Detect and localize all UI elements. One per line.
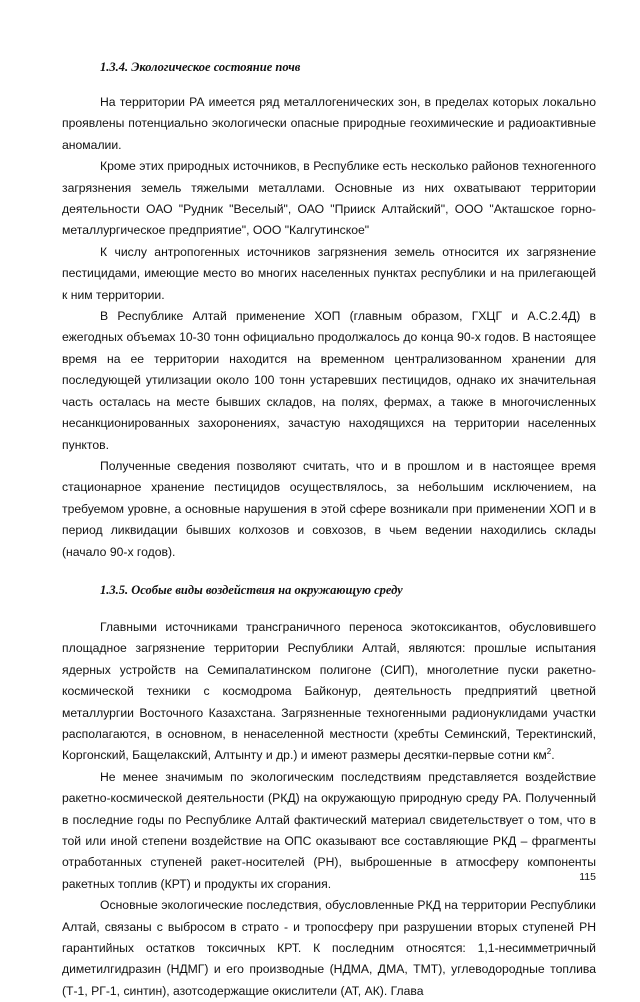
paragraph: Не менее значимым по экологическим последствиям представляется воздействие ракетно-космической деятельности (РКД) на окружающую природную среду РА. Полученный в последние годы по Республике Алтай фактический материал свидетельствует о том, что в той или иной степени воздействие на ОПС оказывают все составляющие РКД – фрагменты отработанных ступеней ракет-носителей (РН), выброшенные в атмосферу компоненты ракетных топлив (КРТ) и продукты их сгорания. bbox=[62, 769, 596, 891]
document-page bbox=[62, 58, 596, 1002]
paragraph: Основные экологические последствия, обусловленные РКД на территории Республики Алтай, связаны с выбросом в страто - и тропосферу при разрушении вторых ступеней РН гарантийных остатков токсичных КРТ. К последним относятся: 1,1-несимметричный диметилгидразин (НДМГ) и его производные (НДМА, ДМА, ТМТ), углеводородные топлива (Т-1, РГ-1, синтин), азотсодержащие окислители (АТ, АК). Глава bbox=[62, 898, 596, 998]
section-heading-special-impacts: 1.3.5. Особые виды воздействия на окружающую среду bbox=[100, 582, 403, 597]
paragraph-text: Главными источниками трансграничного переноса экотоксикантов, обусловившего площадное загрязнение территории Республики Алтай, являются: прошлые испытания ядерных устройств на Семипалатинском полигоне (СИП), многолетние пуски ракетно-космической техники с космодрома Байконур, деятельность предприятий цветной металлургии Восточного Казахстана. Загрязненные техногенными радионуклидами участки располагаются, в основном, в ненаселенной местности (хребты Семинский, Теректинский, Коргонский, Бащелакский, Алтынту и др.) и имеют размеры десятки-первые сотни км bbox=[62, 619, 596, 763]
paragraph bbox=[62, 617, 596, 767]
page-number: 115 bbox=[579, 871, 596, 883]
paragraph: В Республике Алтай применение ХОП (главным образом, ГХЦГ и А.С.2.4Д) в ежегодных объемах 10-30 тонн официально продолжалось до конца 90-х годов. В настоящее время на ее территории находится на временном централизованном хранении для последующей утилизации около 100 тонн устаревших пестицидов, однако их значительная часть осталась на месте бывших складов, на полях, фермах, а также в многочисленных несанкционированных захоронениях, зачастую находящихся на территории населенных пунктов. bbox=[62, 309, 596, 452]
paragraph-end: . bbox=[551, 748, 555, 763]
superscript: 2 bbox=[546, 747, 552, 757]
paragraph: К числу антропогенных источников загрязнения земель относится их загрязнение пестицидами, имеющие место во многих населенных пунктах республики и на прилегающей к ним территории. bbox=[62, 244, 596, 302]
paragraph: Полученные сведения позволяют считать, что и в прошлом и в настоящее время стационарное хранение пестицидов осуществлялось, за небольшим исключением, на требуемом уровне, а основные нарушения в этой сфере возникали при применении ХОП и в период ликвидации бывших колхозов и совхозов, в чьем ведении находились склады (начало 90-х годов). bbox=[62, 458, 596, 559]
paragraph: На территории РА имеется ряд металлогенических зон, в пределах которых локально проявлены потенциально экологически опасные природные геохимические и радиоактивные аномалии. bbox=[62, 95, 596, 152]
section-heading-soil: 1.3.4. Экологическое состояние почв bbox=[100, 60, 301, 74]
paragraph: Кроме этих природных источников, в Республике есть несколько районов техногенного загрязнения земель тяжелыми металлами. Основные из них охватывают территории деятельности ОАО "Рудник "Веселый", ОАО "Прииск Алтайский", ООО "Акташское горно-металлургическое предприятие", ООО "Калгутинское" bbox=[62, 159, 596, 238]
